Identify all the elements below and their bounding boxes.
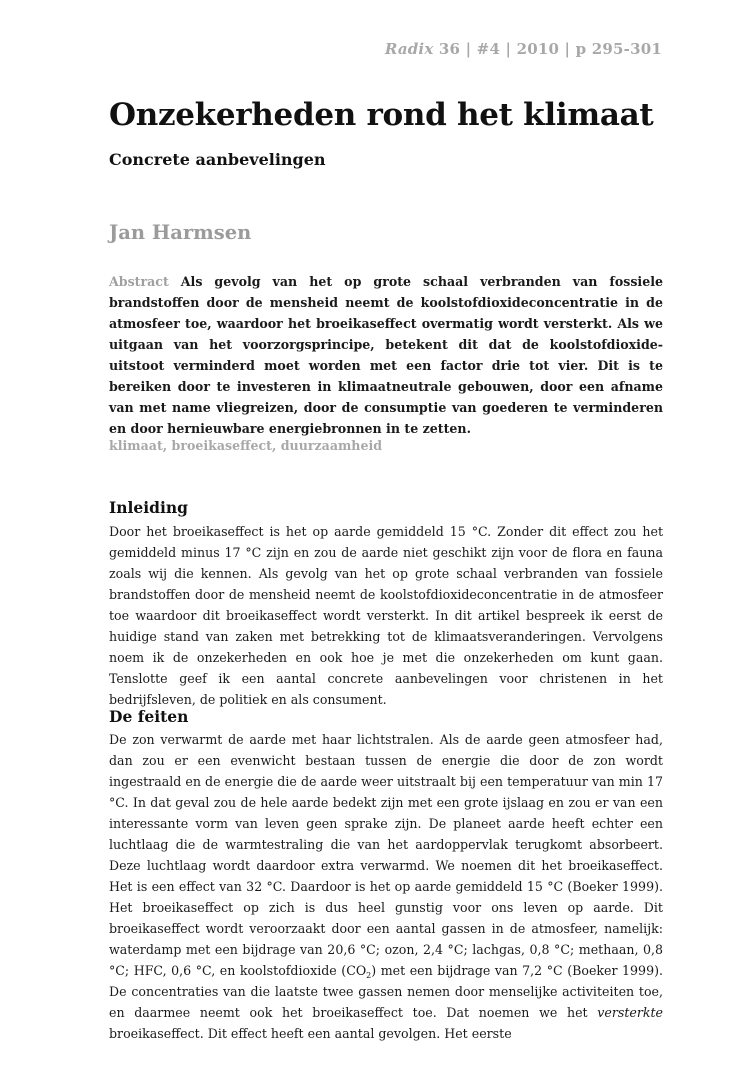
section-body-inleiding: Door het broeikaseffect is het op aarde gemiddeld 15 °C. Zonder dit effect zou het gemiddeld minus 17 °C zijn en zou de aarde niet geschikt zijn voor de flora en fauna zoals wij die kennen. Als gevolg van het op grote schaal verbranden van fossiele brandstoffen door de mensheid neemt de koolstofdioxideconcentratie in de atmosfeer toe waardoor dit broeikaseffect wordt versterkt. In dit artikel bespreek ik eerst de huidige stand van zaken met betrekking tot de klimaatsveranderingen. Vervolgens noem ik de onzekerheden en ook hoe je met die onzekerheden om kunt gaan. Tenslotte geef ik een aantal concrete aanbevelingen voor christenen in het bedrijfsleven, de politiek en als consument. bbox=[109, 524, 663, 707]
feiten-text-part3: broeikaseffect. Dit effect heeft een aantal gevolgen. Het eerste bbox=[109, 1026, 512, 1041]
section-heading-inleiding: Inleiding bbox=[109, 498, 188, 517]
section-body-feiten bbox=[109, 729, 663, 1044]
journal-name: Radix bbox=[384, 40, 434, 58]
feiten-text-part1: De zon verwarmt de aarde met haar lichtstralen. Als de aarde geen atmosfeer had, dan zou er een evenwicht bestaan tussen de energie die door de zon wordt ingestraald en de energie die de aarde weer uitstraalt bij een temperatuur van min 17 °C. In dat geval zou de hele aarde bedekt zijn met een grote ijslaag en zou er van een interessante vorm van leven geen sprake zijn. De planeet aarde heeft echter een luchtlaag die de warmtestraling die van het aardoppervlak terugkomt absorbeert. Deze luchtlaag wordt daardoor extra verwarmd. We noemen dit het broeikaseffect. Het is een effect van 32 °C. Daardoor is het op aarde gemiddeld 15 °C (Boeker 1999). Het broeikaseffect op zich is dus heel gunstig voor ons leven op aarde. Dit broeikaseffect wordt veroorzaakt door een aantal gassen in de atmosfeer, namelijk: waterdamp met een bijdrage van 20,6 °C; ozon, 2,4 °C; lachgas, 0,8 °C; methaan, 0,8 °C; HFC, 0,6 °C, en koolstofdioxide (CO bbox=[109, 732, 663, 978]
abstract-text: Als gevolg van het op grote schaal verbranden van fossiele brandstoffen door de mensheid neemt de koolstofdioxideconcentratie in de atmosfeer toe, waardoor het broeikaseffect overmatig wordt versterkt. Als we uitgaan van het voorzorgsprincipe, betekent dit dat de koolstofdioxide-uitstoot verminderd moet worden met een factor drie tot vier. Dit is te bereiken door te investeren in klimaatneutrale gebouwen, door een afname van met name vliegreizen, door de consumptie van goederen te verminderen en door hernieuwbare energiebronnen in te zetten. bbox=[109, 274, 664, 436]
feiten-text-part2: ) met een bijdrage van 7,2 °C (Boeker 1999). De concentraties van die laatste twee gassen nemen door menselijke activiteiten toe, en daarmee neemt ook het broeikaseffect toe. Dat noemen we het bbox=[109, 963, 664, 1020]
feiten-emphasis: versterkte bbox=[597, 1005, 663, 1020]
author-name: Jan Harmsen bbox=[109, 221, 252, 244]
article-title: Onzekerheden rond het klimaat bbox=[109, 97, 654, 133]
section-heading-feiten: De feiten bbox=[109, 707, 189, 726]
abstract bbox=[109, 271, 663, 439]
abstract-label: Abstract bbox=[109, 274, 169, 289]
co2-subscript: 2 bbox=[366, 971, 372, 980]
article-subtitle: Concrete aanbevelingen bbox=[109, 150, 326, 169]
journal-header bbox=[385, 40, 662, 58]
keywords: klimaat, broeikaseffect, duurzaamheid bbox=[109, 438, 383, 453]
journal-citation: 36 | #4 | 2010 | p 295-301 bbox=[433, 40, 662, 58]
